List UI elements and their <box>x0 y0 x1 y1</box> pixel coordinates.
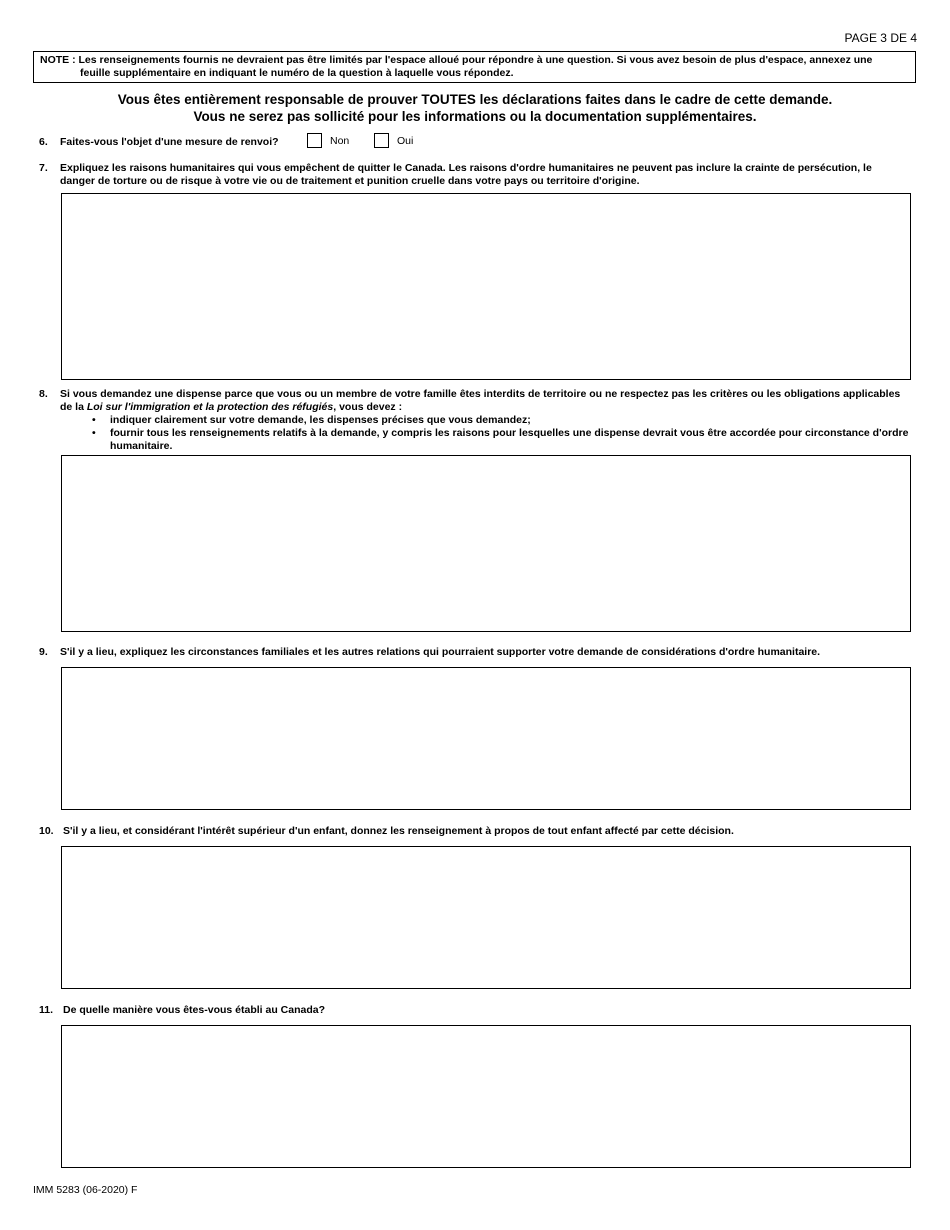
question-11 <box>39 1004 909 1017</box>
note-line-2: feuille supplémentaire en indiquant le numéro de la question à laquelle vous répondez. <box>80 67 514 79</box>
question-7-answer-field[interactable] <box>61 193 911 380</box>
question-10-answer-field[interactable] <box>61 846 911 989</box>
removal-order-no-label: Non <box>330 134 350 147</box>
headline-line-2: Vous ne serez pas sollicité pour les informations ou la documentation supplémentaires. <box>193 109 757 124</box>
question-6-number: 6. <box>39 136 48 148</box>
question-9-text: S'il y a lieu, expliquez les circonstances familiales et les autres relations qui pourraient supporter votre demande de considérations d'ordre humanitaire. <box>60 646 821 658</box>
question-9-answer-field[interactable] <box>61 667 911 810</box>
question-11-answer-field[interactable] <box>61 1025 911 1168</box>
note-box <box>33 51 916 83</box>
question-10-number: 10. <box>39 825 54 837</box>
question-9-number: 9. <box>39 646 48 658</box>
removal-order-yes-option <box>374 133 413 148</box>
form-code: IMM 5283 (06-2020) F <box>33 1184 138 1196</box>
question-7-number: 7. <box>39 162 48 174</box>
question-8-text: Si vous demandez une dispense parce que vous ou un membre de votre famille êtes interdits de territoire ou ne respectez pas les critères ou les obligations applicables de la Loi sur l'immigration et la protection des réfugiés, vous devez : <box>60 388 901 413</box>
question-6-text: Faites-vous l'objet d'une mesure de renvoi? <box>60 136 279 148</box>
removal-order-no-checkbox[interactable] <box>307 133 322 148</box>
question-8-bullets <box>39 414 909 453</box>
law-title: Loi sur l'immigration et la protection des réfugiés <box>86 401 334 413</box>
question-7 <box>39 162 909 188</box>
removal-order-yes-label: Oui <box>397 134 414 147</box>
question-9 <box>39 646 909 659</box>
page-number: PAGE 3 DE 4 <box>844 31 917 45</box>
question-7-text: Expliquez les raisons humanitaires qui vous empêchent de quitter le Canada. Les raisons d'ordre humanitaires ne peuvent pas inclure la crainte de persécution, le danger de torture ou de risque à votre vie ou de traitement et punition cruelle dans votre pays ou territoire d'origine. <box>60 162 872 187</box>
question-11-text: De quelle manière vous êtes-vous établi au Canada? <box>63 1004 326 1016</box>
note-line-1: NOTE : Les renseignements fournis ne devraient pas être limités par l'espace alloué pour répondre à une question. Si vous avez besoin de plus d'espace, annexez une <box>40 54 873 66</box>
responsibility-headline <box>0 91 950 125</box>
question-10-text: S'il y a lieu, et considérant l'intérêt supérieur d'un enfant, donnez les renseignement à propos de tout enfant affecté par cette décision. <box>63 825 734 837</box>
question-8-answer-field[interactable] <box>61 455 911 632</box>
question-8 <box>39 388 909 453</box>
removal-order-no-option <box>307 133 349 148</box>
question-11-number: 11. <box>39 1004 54 1016</box>
question-8-bullet: • fournir tous les renseignements relatifs à la demande, y compris les raisons pour lesquelles une dispense devrait vous être accordée pour circonstance d'ordre humanitaire. <box>110 427 909 453</box>
headline-line-1: Vous êtes entièrement responsable de prouver TOUTES les déclarations faites dans le cadre de cette demande. <box>117 92 833 107</box>
question-10 <box>39 825 909 838</box>
question-8-number: 8. <box>39 388 48 400</box>
removal-order-yes-checkbox[interactable] <box>374 133 389 148</box>
question-8-bullet: • indiquer clairement sur votre demande, les dispenses précises que vous demandez; <box>110 414 909 427</box>
